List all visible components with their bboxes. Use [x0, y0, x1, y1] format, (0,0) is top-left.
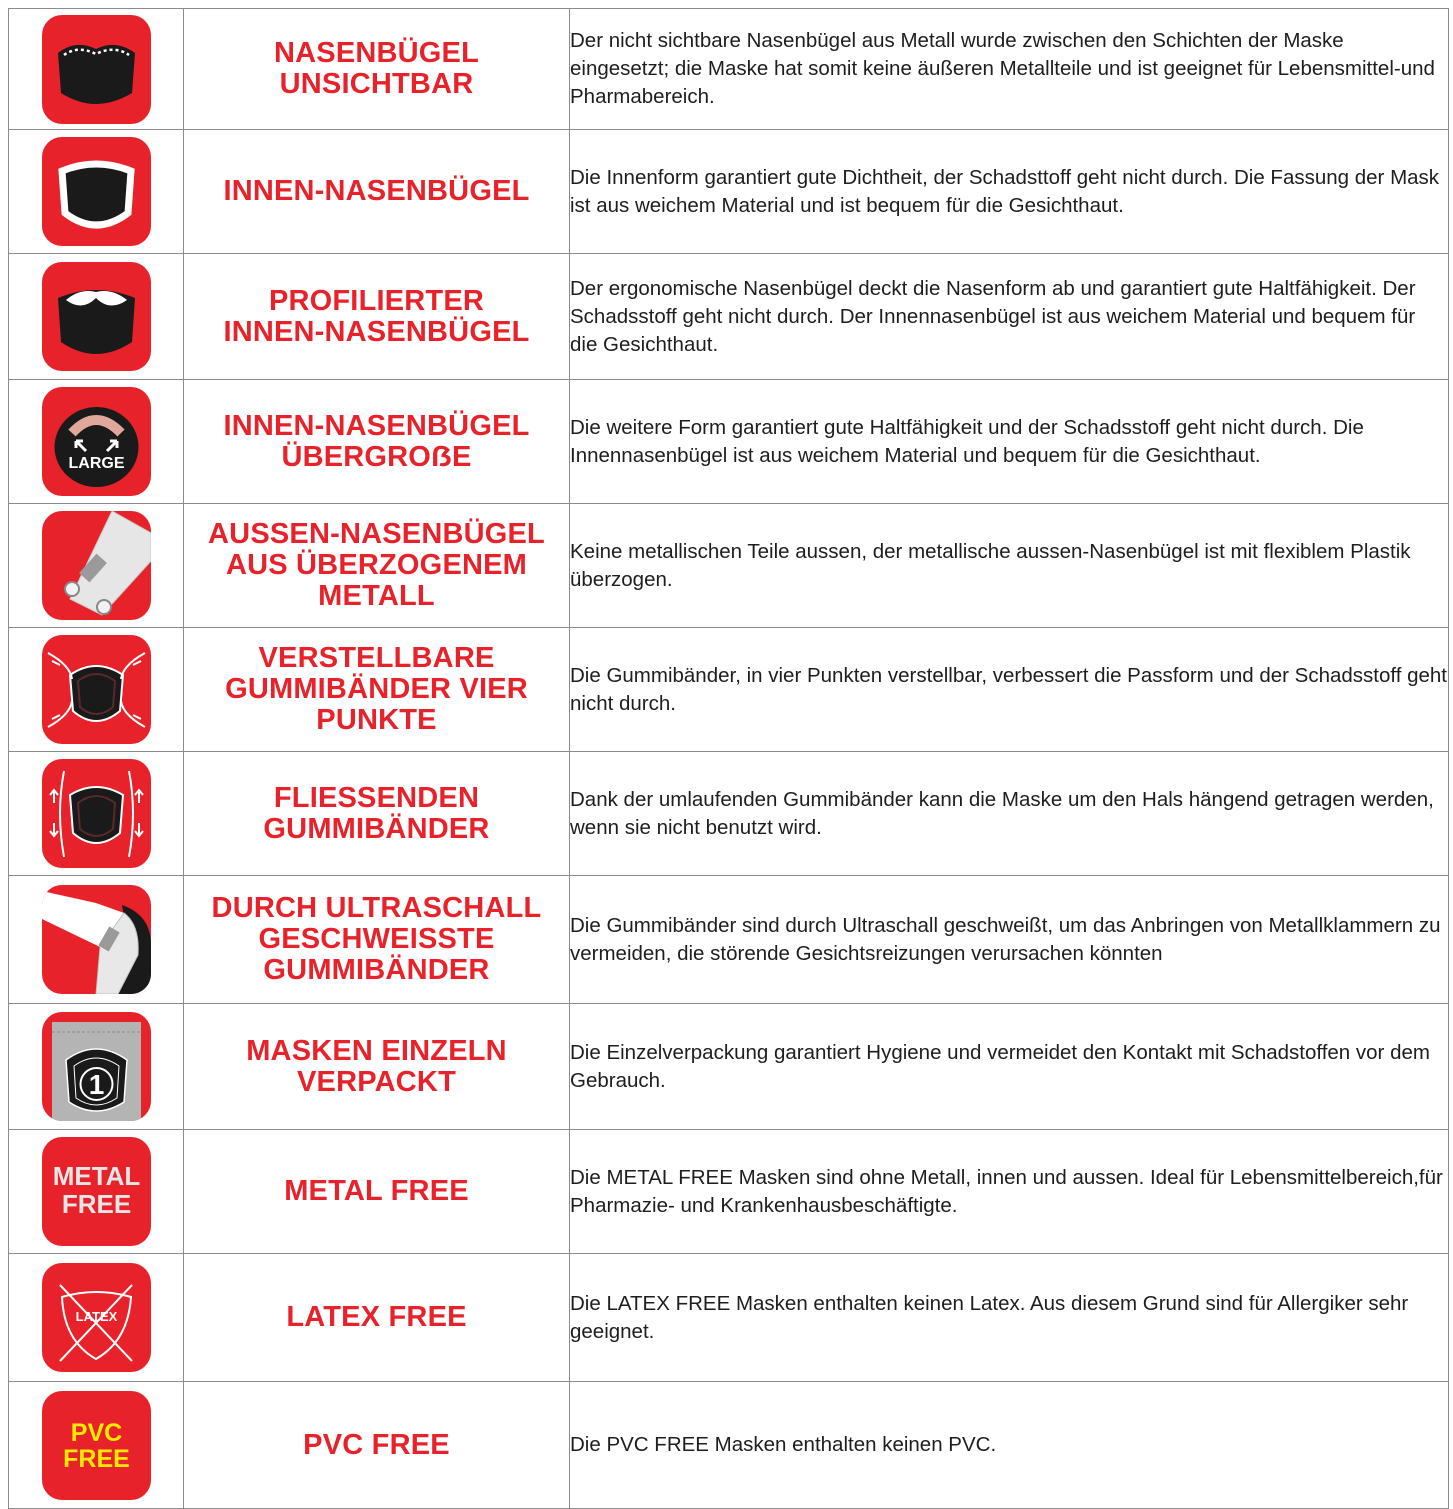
table-row — [9, 380, 1449, 504]
feature-title: AUSSEN-NASENBÜGEL AUS ÜBERZOGENEM METALL — [184, 504, 570, 628]
feature-title: DURCH ULTRASCHALL GESCHWEISSTE GUMMIBÄNDER — [184, 876, 570, 1004]
individually-packed-icon — [42, 1012, 151, 1121]
coated-metal-clip-icon — [42, 511, 151, 620]
feature-description: Die LATEX FREE Masken enthalten keinen Latex. Aus diesem Grund sind für Allergiker sehr geeignet. — [570, 1254, 1449, 1382]
table-row — [9, 9, 1449, 130]
table-row — [9, 130, 1449, 254]
feature-description: Die METAL FREE Masken sind ohne Metall, innen und aussen. Ideal für Lebensmittelbereich,für Pharmazie- und Krankenhausbeschäftigte. — [570, 1130, 1449, 1254]
feature-description: Der ergonomische Nasenbügel deckt die Nasenform ab und garantiert gute Haltfähigkeit. Der Schadsstoff geht nicht durch. Der Innennasenbügel ist aus weichem Material und bequem für die Gesichthaut. — [570, 254, 1449, 380]
table-row — [9, 876, 1449, 1004]
profiled-nose-clip-icon — [42, 262, 151, 371]
feature-title: METAL FREE — [184, 1130, 570, 1254]
feature-title: VERSTELLBARE GUMMIBÄNDER VIER PUNKTE — [184, 628, 570, 752]
sliding-straps-icon — [42, 759, 151, 868]
svg-text:METAL: METAL — [52, 1161, 140, 1191]
feature-title: INNEN-NASENBÜGEL ÜBERGROẞE — [184, 380, 570, 504]
adjustable-straps-icon — [42, 635, 151, 744]
feature-title: INNEN-NASENBÜGEL — [184, 130, 570, 254]
svg-text:FREE: FREE — [61, 1189, 131, 1219]
svg-text:FREE: FREE — [62, 1444, 130, 1473]
feature-title: NASENBÜGEL UNSICHTBAR — [184, 9, 570, 130]
table-row — [9, 1130, 1449, 1254]
feature-title: MASKEN EINZELN VERPACKT — [184, 1004, 570, 1130]
metal-free-icon — [42, 1137, 151, 1246]
feature-description: Die Gummibänder sind durch Ultraschall geschweißt, um das Anbringen von Metallklammern zu vermeiden, die störende Gesichtsreizungen verursachen könnten — [570, 876, 1449, 1004]
feature-title: LATEX FREE — [184, 1254, 570, 1382]
table-row — [9, 628, 1449, 752]
table-row — [9, 254, 1449, 380]
table-row — [9, 752, 1449, 876]
feature-title: PVC FREE — [184, 1382, 570, 1509]
large-nose-clip-icon — [42, 387, 151, 496]
pvc-free-icon — [42, 1391, 151, 1500]
svg-text:LATEX: LATEX — [75, 1309, 117, 1324]
table-row — [9, 504, 1449, 628]
features-table — [8, 8, 1449, 1509]
svg-text:1: 1 — [88, 1069, 104, 1100]
table-row — [9, 1254, 1449, 1382]
feature-title: FLIESSENDEN GUMMIBÄNDER — [184, 752, 570, 876]
inner-nose-clip-icon — [42, 137, 151, 246]
invisible-nose-clip-icon — [42, 15, 151, 124]
feature-description: Die Gummibänder, in vier Punkten verstellbar, verbessert die Passform und der Schadsstoff geht nicht durch. — [570, 628, 1449, 752]
feature-title: PROFILIERTER INNEN-NASENBÜGEL — [184, 254, 570, 380]
table-row — [9, 1004, 1449, 1130]
feature-description: Dank der umlaufenden Gummibänder kann die Maske um den Hals hängend getragen werden, wenn sie nicht benutzt wird. — [570, 752, 1449, 876]
svg-text:LARGE: LARGE — [68, 455, 124, 472]
latex-free-icon — [42, 1263, 151, 1372]
svg-text:PVC: PVC — [70, 1418, 122, 1447]
feature-description: Die Einzelverpackung garantiert Hygiene und vermeidet den Kontakt mit Schadstoffen vor dem Gebrauch. — [570, 1004, 1449, 1130]
feature-description: Keine metallischen Teile aussen, der metallische aussen-Nasenbügel ist mit flexiblem Plastik überzogen. — [570, 504, 1449, 628]
feature-description: Die weitere Form garantiert gute Haltfähigkeit und der Schadsstoff geht nicht durch. Die Innennasenbügel ist aus weichem Material und bequem für die Gesichthaut. — [570, 380, 1449, 504]
ultrasonic-welded-straps-icon — [42, 885, 151, 994]
feature-description: Die PVC FREE Masken enthalten keinen PVC. — [570, 1382, 1449, 1509]
feature-description: Der nicht sichtbare Nasenbügel aus Metall wurde zwischen den Schichten der Maske eingesetzt; die Maske hat somit keine äußeren Metallteile und ist geeignet für Lebensmittel-und Pharmabereich. — [570, 9, 1449, 130]
table-row — [9, 1382, 1449, 1509]
feature-description: Die Innenform garantiert gute Dichtheit, der Schadsttoff geht nicht durch. Die Fassung der Mask ist aus weichem Material und ist bequem für die Gesichthaut. — [570, 130, 1449, 254]
